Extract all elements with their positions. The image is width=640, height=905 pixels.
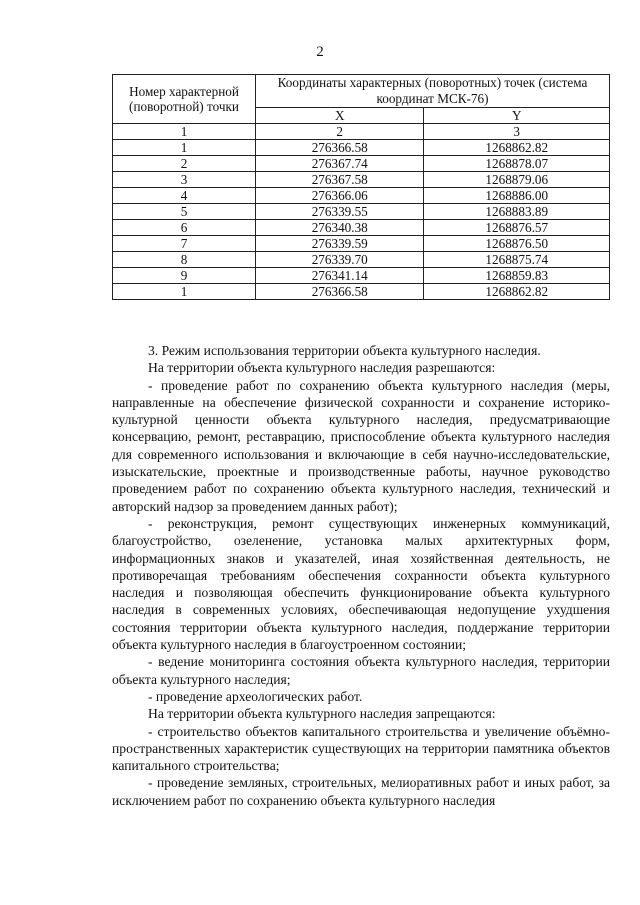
point-number: 7 xyxy=(113,236,256,252)
header-point-number: Номер характерной (поворотной) точки xyxy=(113,75,256,124)
coord-x: 276367.74 xyxy=(256,156,424,172)
list-item: - реконструкция, ремонт существующих инженерных коммуникаций, благоустройство, озеленение, установка малых архитектурных форм, информационных знаков и указателей, иная хозяйственная деятельность, не противоречащая требованиям обеспечения сохранности объекта культурного наследия и позволяющая обеспечить функционирование объекта культурного наследия в современных условиях, обеспечивающая недопущение ухудшения состояния территории объекта культурного наследия, поддержание территории объекта культурного наследия в благоустроенном состоянии; xyxy=(112,515,610,653)
document-body xyxy=(112,342,610,809)
table-row xyxy=(113,140,610,156)
list-item: - проведение работ по сохранению объекта культурного наследия (меры, направленные на обеспечение физической сохранности и сохранение историко-культурной ценности объекта культурного наследия, предусматривающие консервацию, ремонт, реставрацию, приспособление объекта культурного наследия для современного использования и включающие в себя научно-исследовательские, изыскательские, проектные и производственные работы, научное руководство проведением работ по сохранению объекта культурного наследия, технический и авторский надзор за проведением данных работ); xyxy=(112,377,610,514)
table-row xyxy=(113,284,610,300)
coord-y: 1268876.50 xyxy=(424,236,610,252)
point-number: 5 xyxy=(113,204,256,220)
header-coordinates: Координаты характерных (поворотных) точек (система координат МСК-76) xyxy=(256,75,610,108)
list-item: - ведение мониторинга состояния объекта культурного наследия, территории объекта культурного наследия; xyxy=(112,654,610,687)
coord-x: 276367.58 xyxy=(256,172,424,188)
point-number: 6 xyxy=(113,220,256,236)
header-y: Y xyxy=(424,108,610,124)
table-row xyxy=(113,220,610,236)
column-index: 3 xyxy=(424,124,610,140)
list-item: - проведение земляных, строительных, мелиоративных работ и иных работ, за исключением работ по сохранению объекта культурного наследия xyxy=(112,775,610,808)
column-index: 2 xyxy=(256,124,424,140)
coord-y: 1268875.74 xyxy=(424,252,610,268)
coord-y: 1268886.00 xyxy=(424,188,610,204)
coord-x: 276339.70 xyxy=(256,252,424,268)
coord-x: 276339.59 xyxy=(256,236,424,252)
table-row xyxy=(113,252,610,268)
coordinates-table xyxy=(112,74,610,300)
paragraph: На территории объекта культурного наследия запрещаются: xyxy=(148,706,496,722)
coord-y: 1268883.89 xyxy=(424,204,610,220)
paragraph: На территории объекта культурного наследия разрешаются: xyxy=(148,360,496,376)
coord-x: 276366.58 xyxy=(256,284,424,300)
point-number: 1 xyxy=(113,140,256,156)
coord-x: 276366.06 xyxy=(256,188,424,204)
point-number: 4 xyxy=(113,188,256,204)
coord-y: 1268879.06 xyxy=(424,172,610,188)
point-number: 8 xyxy=(113,252,256,268)
list-item: - строительство объектов капитального строительства и увеличение объёмно-пространственных характеристик существующих на территории памятника объектов капитального строительства; xyxy=(112,723,610,774)
table-row xyxy=(113,204,610,220)
coord-x: 276339.55 xyxy=(256,204,424,220)
coord-x: 276340.38 xyxy=(256,220,424,236)
point-number: 3 xyxy=(113,172,256,188)
table-row xyxy=(113,172,610,188)
list-item: - проведение археологических работ. xyxy=(148,688,363,704)
point-number: 2 xyxy=(113,156,256,172)
coord-x: 276366.58 xyxy=(256,140,424,156)
point-number: 1 xyxy=(113,284,256,300)
table-row xyxy=(113,236,610,252)
page-number: 2 xyxy=(316,44,324,60)
coord-y: 1268859.83 xyxy=(424,268,610,284)
coord-y: 1268878.07 xyxy=(424,156,610,172)
table-row xyxy=(113,188,610,204)
table-row xyxy=(113,268,610,284)
coord-x: 276341.14 xyxy=(256,268,424,284)
section-heading: 3. Режим использования территории объекта культурного наследия. xyxy=(148,343,541,358)
point-number: 9 xyxy=(113,268,256,284)
coord-y: 1268862.82 xyxy=(424,140,610,156)
header-x: X xyxy=(256,108,424,124)
coord-y: 1268862.82 xyxy=(424,284,610,300)
coord-y: 1268876.57 xyxy=(424,220,610,236)
table-row xyxy=(113,156,610,172)
column-index: 1 xyxy=(113,124,256,140)
